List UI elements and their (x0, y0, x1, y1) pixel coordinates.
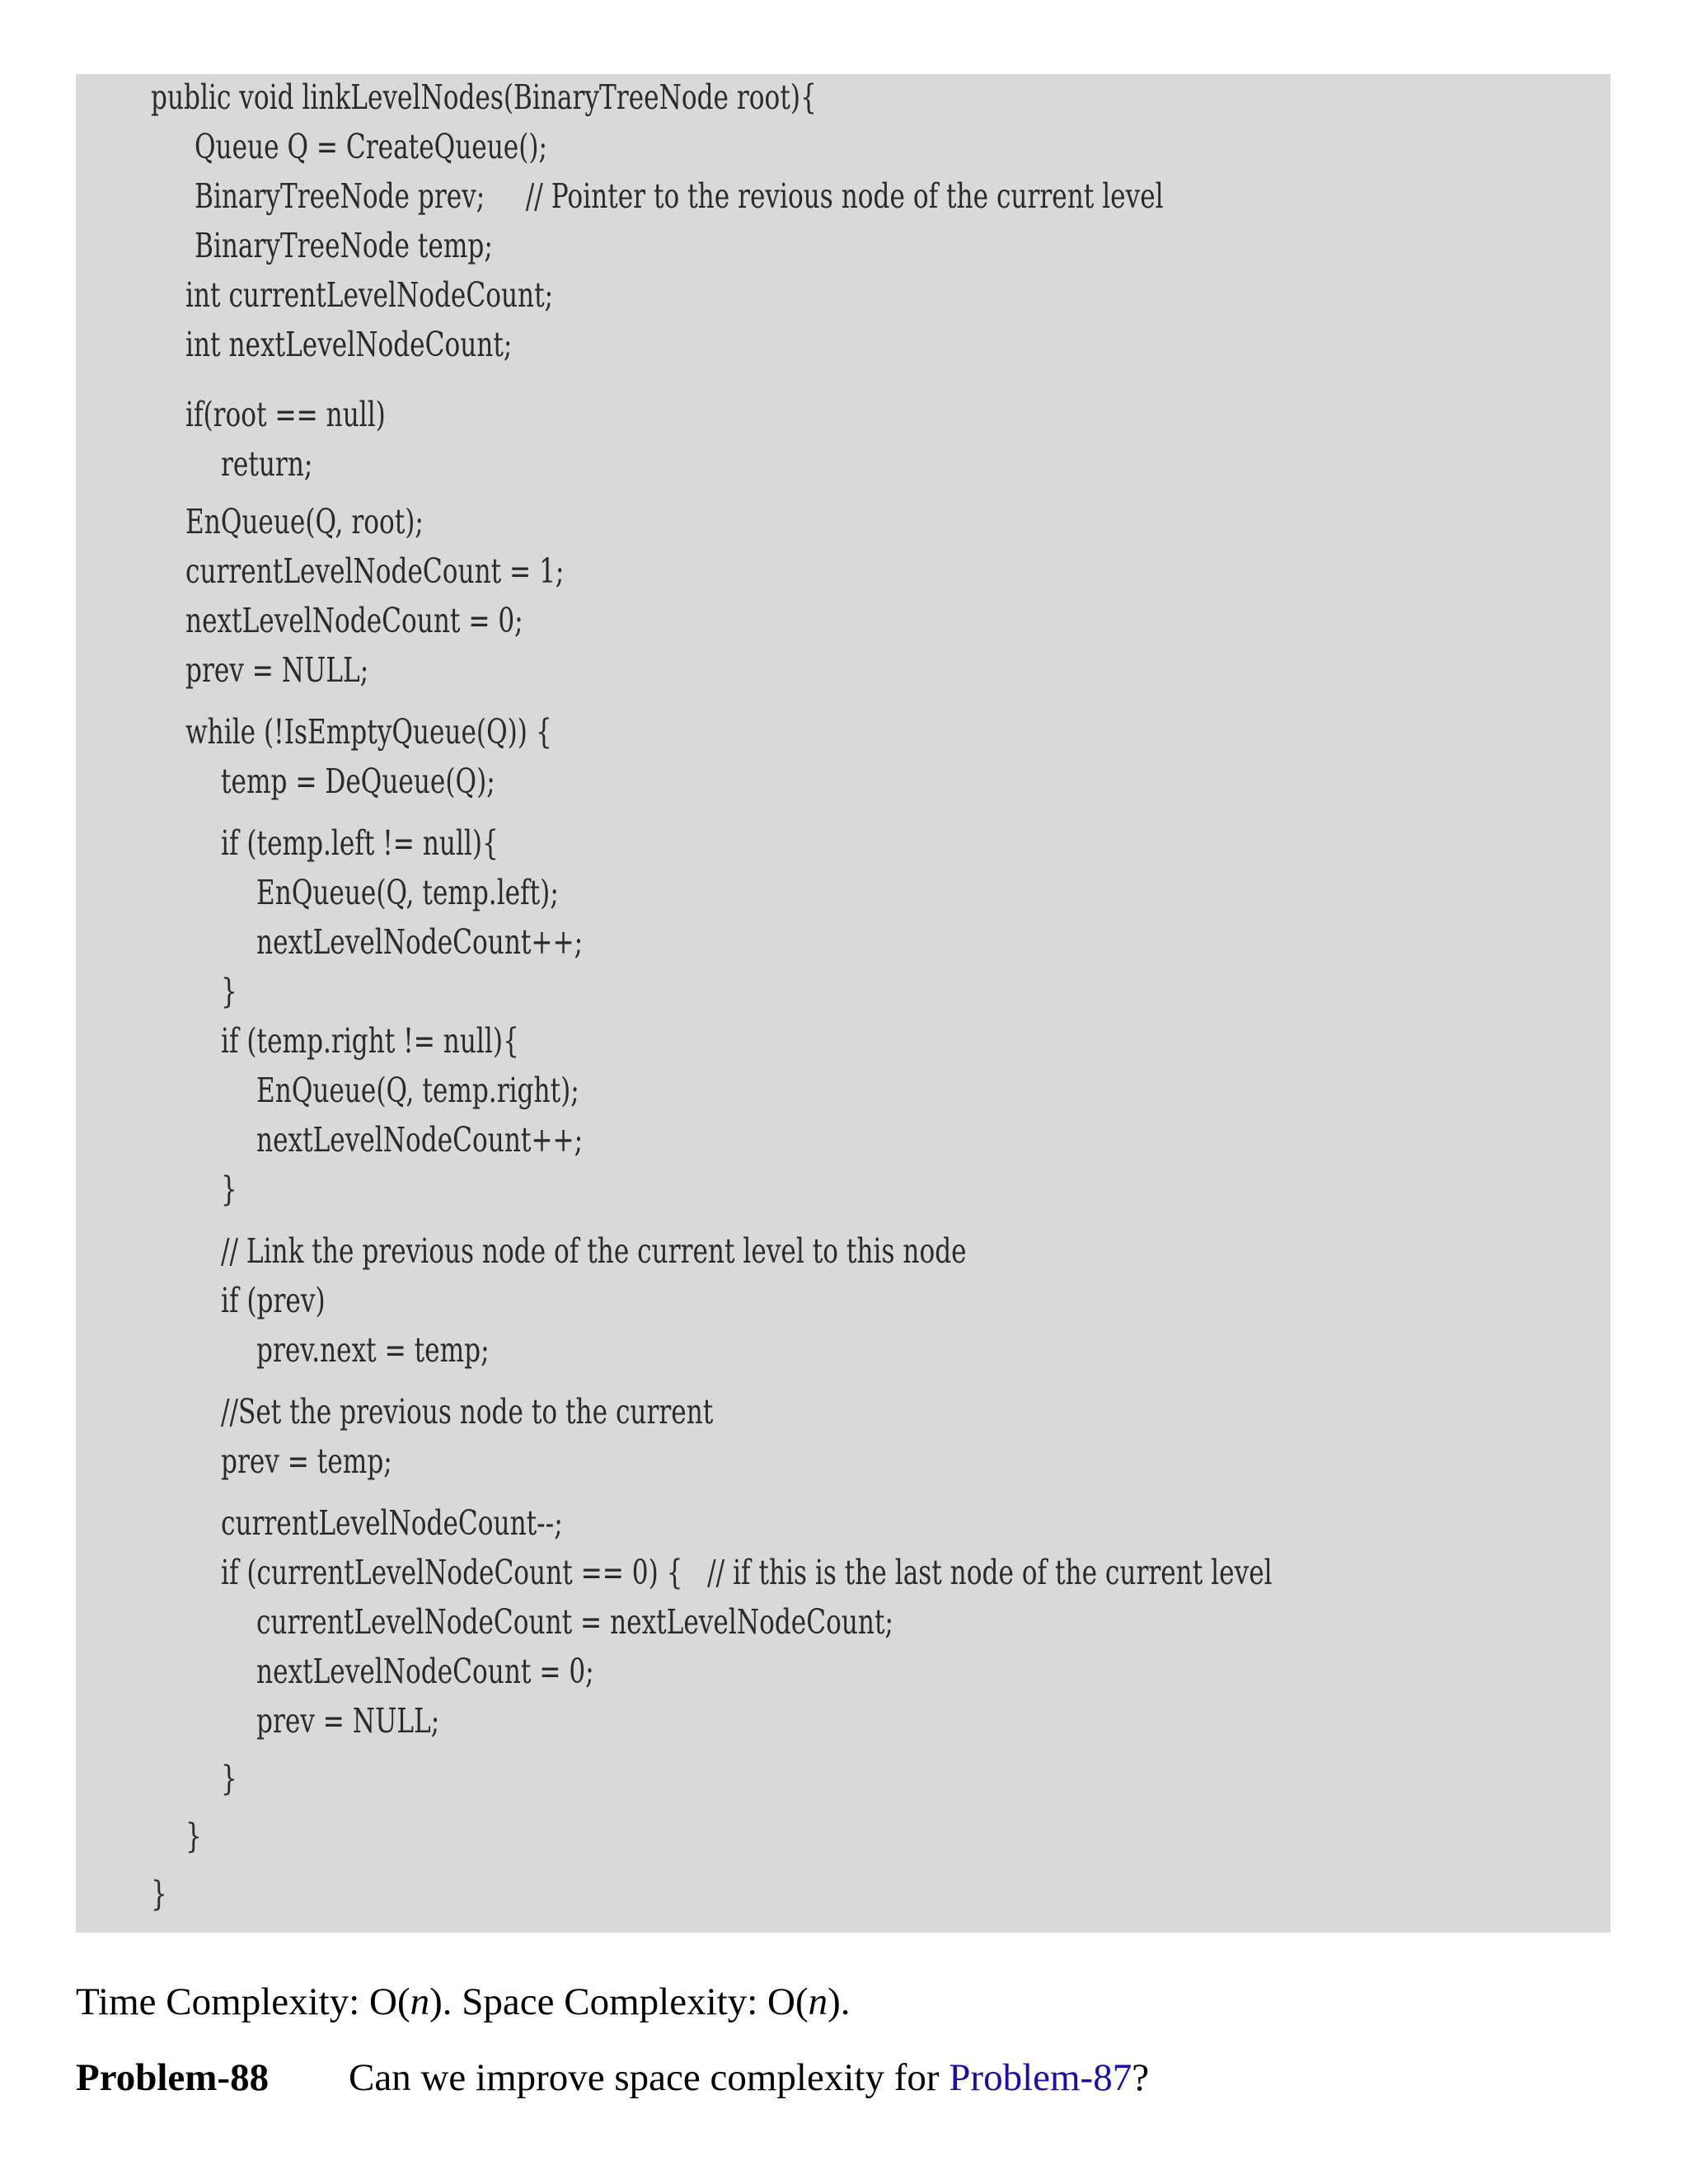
code-line: BinaryTreeNode temp; (195, 226, 493, 265)
code-line: prev = NULL; (185, 650, 369, 690)
code-line: if (prev) (221, 1281, 326, 1320)
code-line: } (185, 1816, 202, 1856)
code-line: prev = temp; (221, 1441, 392, 1481)
complexity-text: Time Complexity: O( (76, 1980, 410, 2023)
complexity-variable: n (808, 1980, 828, 2023)
code-line: int currentLevelNodeCount; (185, 275, 554, 315)
code-line: EnQueue(Q, temp.right); (256, 1071, 579, 1110)
code-line: if (currentLevelNodeCount == 0) { // if this is the last node of the current level (221, 1553, 1273, 1592)
code-line: if (temp.left != null){ (221, 823, 499, 863)
code-line: } (221, 1169, 237, 1209)
code-line: nextLevelNodeCount++; (256, 922, 584, 962)
code-line: // Link the previous node of the current level to this node (221, 1231, 967, 1271)
code-line: if(root == null) (185, 395, 386, 434)
problem-text: Can we improve space complexity for (349, 2056, 950, 2099)
code-line: return; (221, 444, 313, 484)
code-line: EnQueue(Q, root); (185, 502, 424, 541)
code-line: while (!IsEmptyQueue(Q)) { (185, 712, 552, 752)
code-line: } (151, 1874, 167, 1914)
code-line: BinaryTreeNode prev; // Pointer to the revious node of the current level (195, 176, 1164, 216)
complexity-statement (76, 1980, 851, 2024)
code-line: } (221, 972, 237, 1011)
code-line: public void linkLevelNodes(BinaryTreeNode root){ (151, 77, 817, 117)
problem-question (349, 2055, 1149, 2100)
code-line: currentLevelNodeCount = 1; (185, 551, 565, 591)
code-line: prev = NULL; (256, 1701, 440, 1741)
complexity-text: ). (828, 1980, 851, 2023)
complexity-variable: n (410, 1980, 430, 2023)
problem-text-end: ? (1132, 2056, 1150, 2099)
code-line: currentLevelNodeCount = nextLevelNodeCount; (256, 1602, 893, 1642)
code-line: } (221, 1759, 237, 1798)
code-line: nextLevelNodeCount = 0; (256, 1652, 594, 1691)
code-line: nextLevelNodeCount = 0; (185, 601, 523, 640)
code-line: if (temp.right != null){ (221, 1021, 519, 1061)
code-line: //Set the previous node to the current (221, 1392, 714, 1432)
problem-87-link[interactable]: Problem-87 (949, 2056, 1132, 2099)
code-line: currentLevelNodeCount--; (221, 1503, 563, 1543)
code-line: temp = DeQueue(Q); (221, 762, 495, 801)
complexity-text: ). Space Complexity: O( (429, 1980, 809, 2023)
code-block (76, 74, 1611, 1933)
code-line: EnQueue(Q, temp.left); (256, 873, 559, 912)
code-line: nextLevelNodeCount++; (256, 1120, 584, 1160)
problem-label: Problem-88 (76, 2056, 270, 2099)
code-line: Queue Q = CreateQueue(); (195, 127, 548, 166)
code-line: prev.next = temp; (256, 1330, 490, 1370)
code-line: int nextLevelNodeCount; (185, 325, 513, 364)
